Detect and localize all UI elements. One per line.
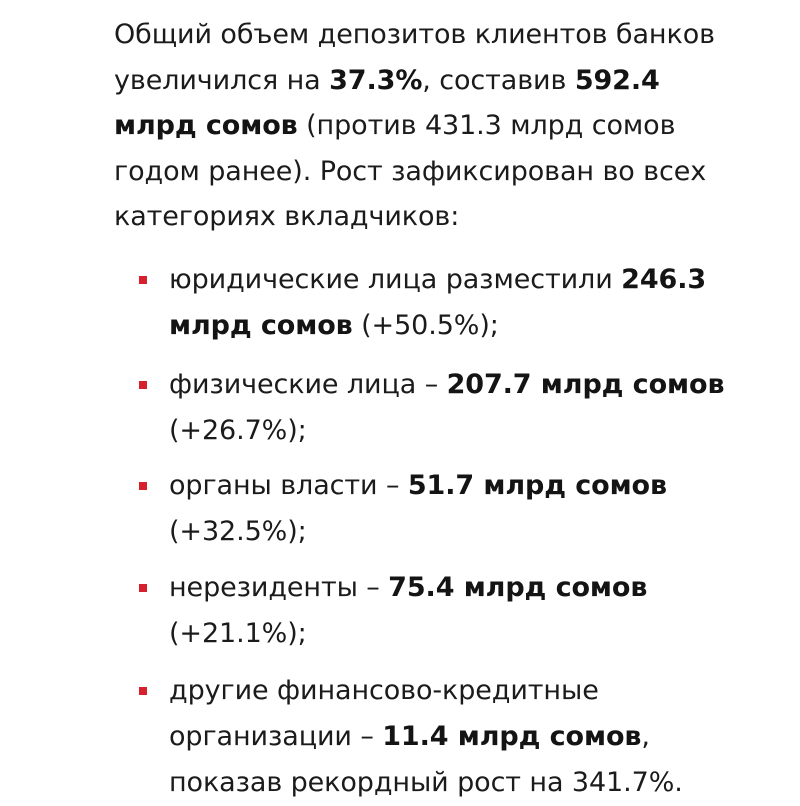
total-deposits-unit: млрд сомов [114, 110, 298, 141]
bullet-marker [139, 381, 147, 389]
list-item-change: (+32.5%); [169, 516, 307, 547]
total-deposits: 592.4 [574, 64, 660, 96]
intro-text: Общий объем депозитов клиентов банков [114, 19, 715, 50]
list-item-text [169, 362, 724, 454]
intro-text: (против 431.3 млрд сомов [297, 110, 676, 141]
article-body [114, 12, 714, 240]
intro-line [114, 58, 714, 104]
list-item-text [169, 463, 667, 555]
bullet-marker [139, 687, 147, 695]
list-item-change: (+21.1%); [169, 618, 307, 649]
list-item-change: (+50.5%); [352, 310, 499, 341]
list-item-label: органы власти – [169, 470, 408, 501]
list-item-label: другие финансово-кредитные [169, 675, 599, 706]
list-item-line [169, 303, 706, 349]
intro-line [114, 194, 714, 240]
list-item-line [169, 257, 706, 303]
bullet-marker [139, 482, 147, 490]
list-item-unit: млрд сомов [169, 310, 353, 341]
list-item-line [169, 565, 647, 611]
list-item-line [169, 509, 667, 555]
growth-percent: 37.3% [329, 64, 423, 96]
intro-text: категориях вкладчиков: [114, 201, 460, 232]
intro-line [114, 12, 714, 58]
list-item-value: 51.7 млрд сомов [407, 470, 667, 501]
intro-paragraph [114, 12, 714, 240]
intro-line [114, 149, 714, 195]
list-item-text [169, 668, 683, 806]
list-item-label: физические лица – [169, 369, 447, 400]
list-item-line [169, 668, 683, 714]
list-item-text [169, 257, 706, 349]
intro-text: увеличился на [114, 64, 330, 96]
list-item-line [169, 760, 683, 806]
list-item-change: (+26.7%); [169, 415, 307, 446]
list-item-label: нерезиденты – [169, 572, 389, 603]
list-item-value: 207.7 млрд сомов [446, 369, 725, 400]
intro-line [114, 103, 714, 149]
list-item-change: показав рекордный рост на 341.7%. [169, 767, 683, 798]
list-item-value: 75.4 млрд сомов [388, 572, 648, 603]
list-item-line [169, 362, 724, 408]
list-item-line [169, 408, 724, 454]
list-item-value: 11.4 млрд сомов [382, 721, 642, 752]
intro-text: годом ранее). Рост зафиксирован во всех [114, 155, 707, 187]
list-item-line [169, 463, 667, 509]
list-item-label: юридические лица разместили [169, 264, 622, 295]
bullet-marker [139, 276, 147, 284]
list-item-text [169, 565, 647, 657]
list-item-line [169, 714, 683, 760]
list-item-punct: , [641, 721, 650, 752]
list-item-value: 246.3 [621, 264, 707, 295]
intro-text: , составив [422, 64, 575, 96]
list-item-label: организации – [169, 721, 383, 752]
bullet-marker [139, 584, 147, 592]
list-item-line [169, 611, 647, 657]
